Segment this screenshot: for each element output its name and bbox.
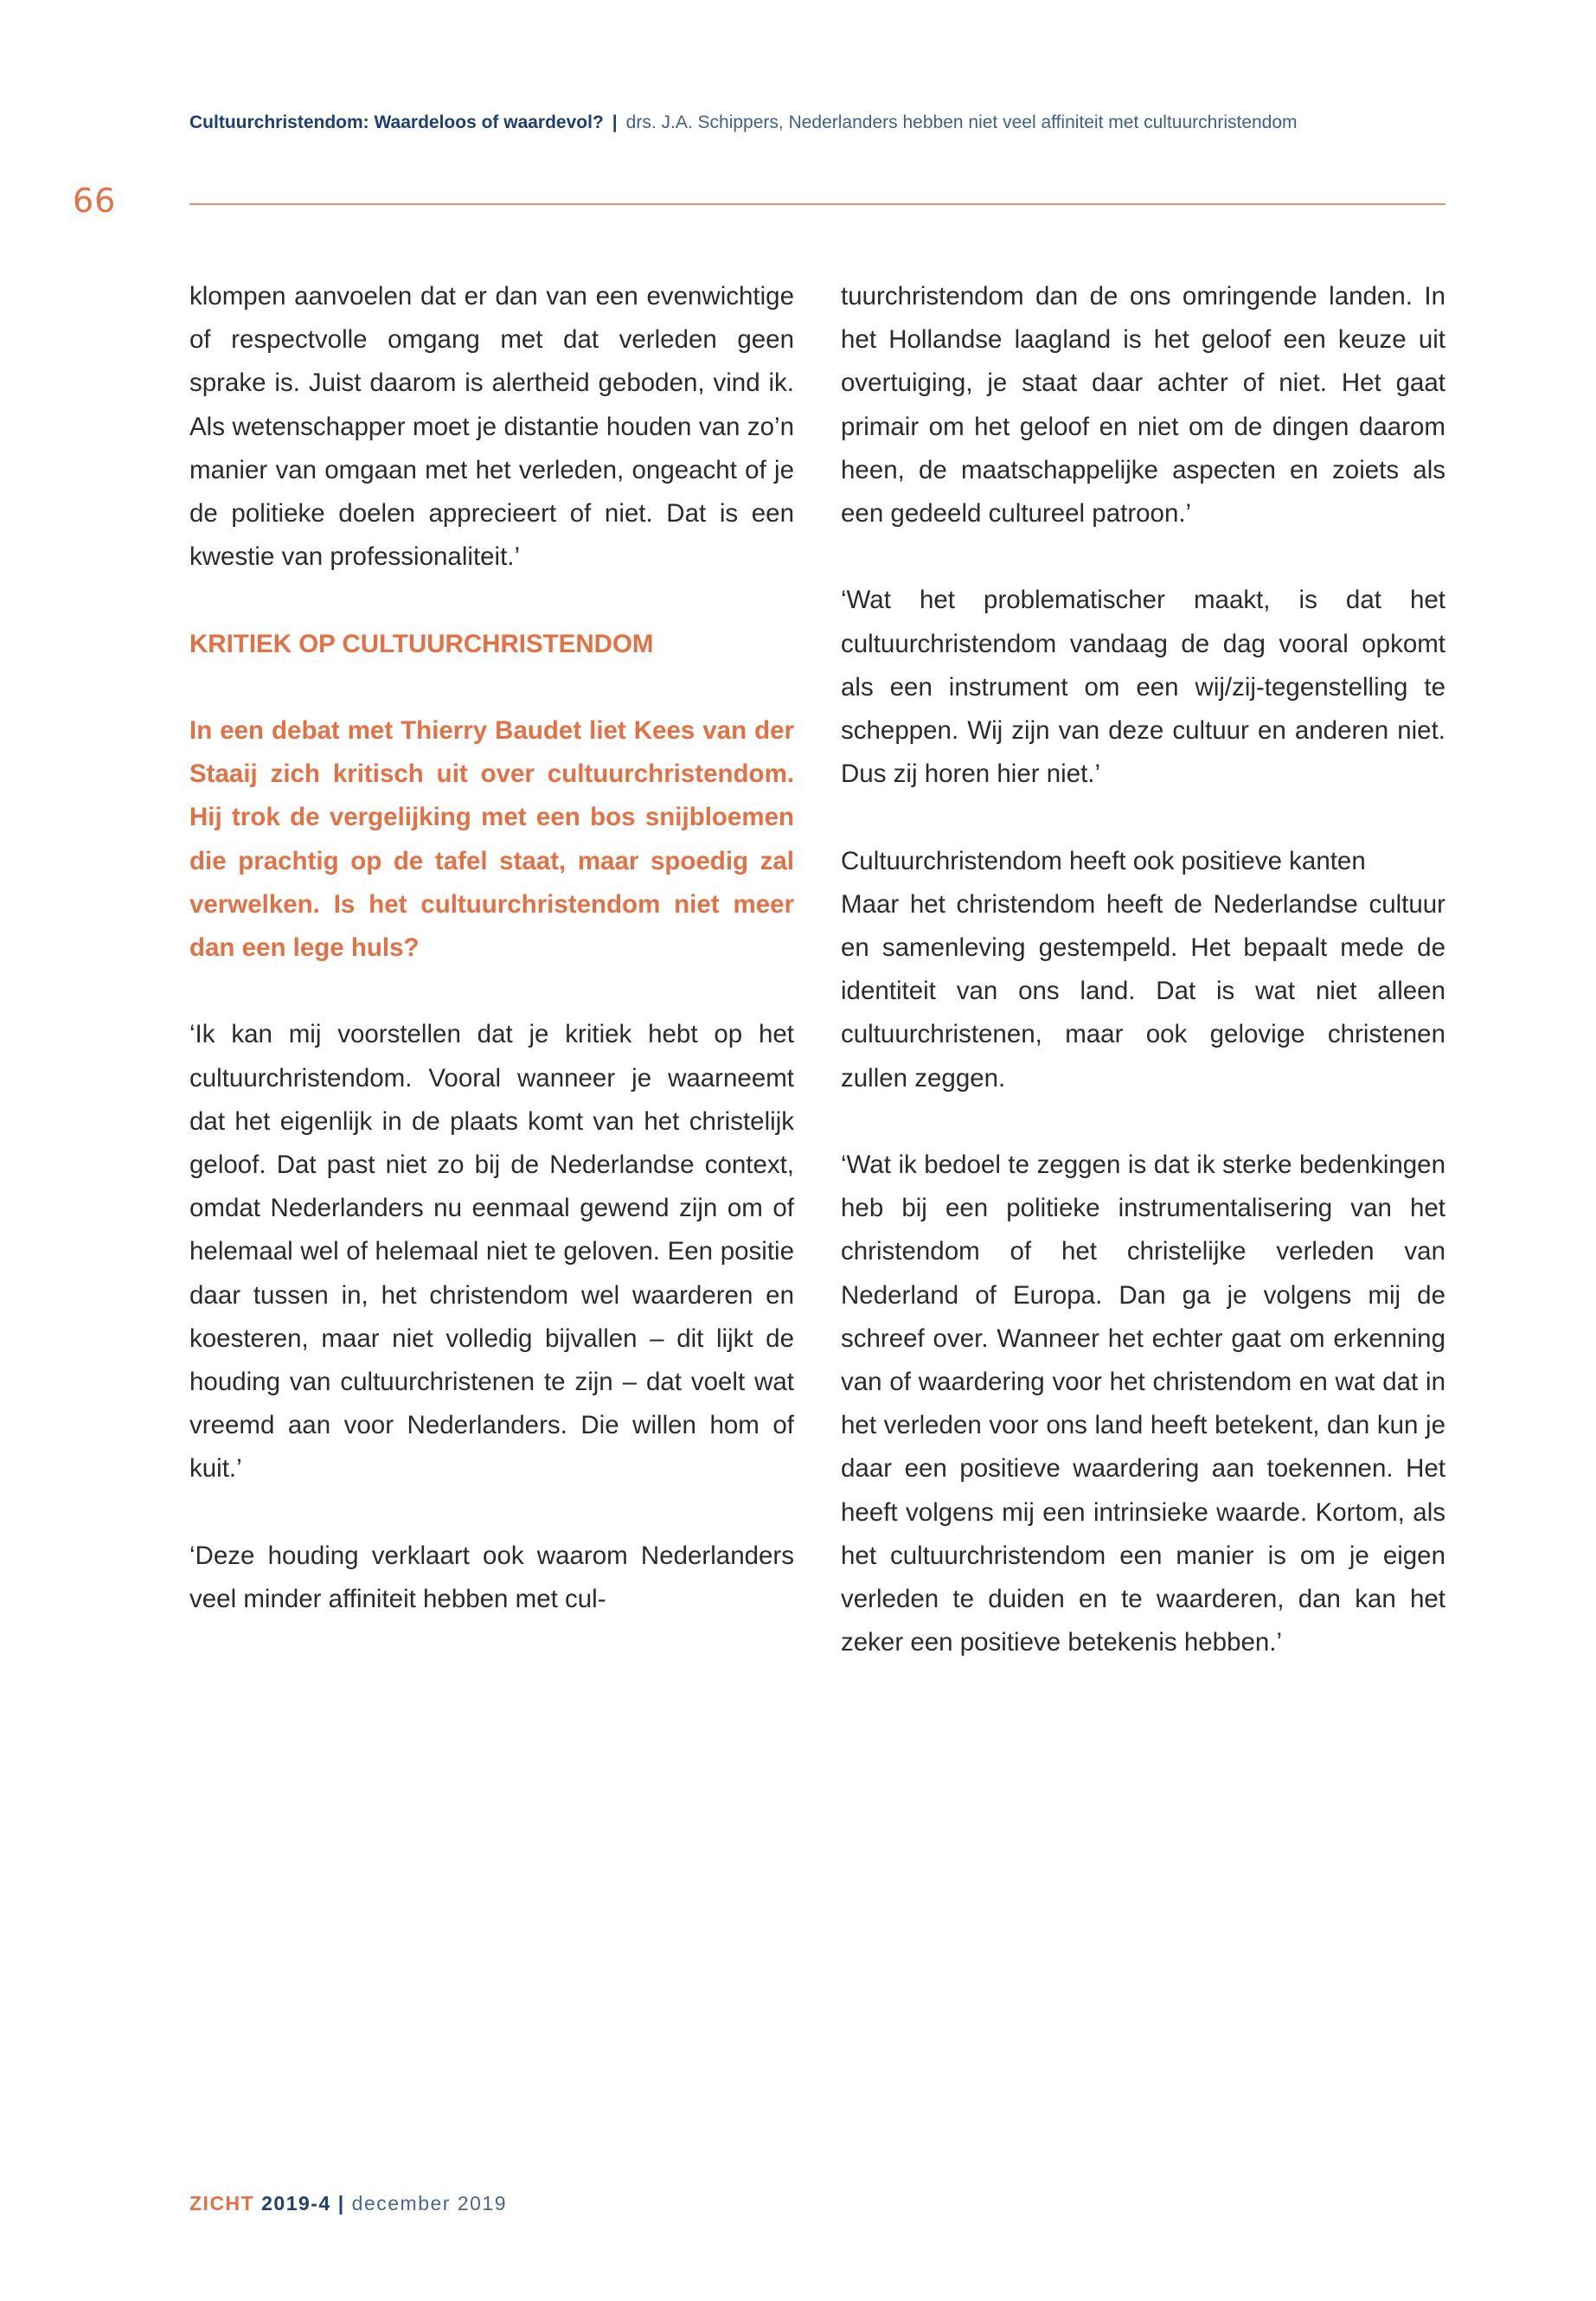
- left-column: [189, 275, 794, 1621]
- running-header: [189, 112, 1444, 133]
- interview-question: In een debat met Thierry Baudet liet Kees van der Staaij zich kritisch uit over cultuurchristendom. Hij trok de vergelijking met een bos snijbloemen die prachtig op de tafel staat, maar spoedig zal verwelken. Is het cultuurchristendom niet meer dan een lege huls?: [189, 716, 794, 963]
- right-paragraph-3-body: Maar het christendom heeft de Nederlandse cultuur en samenleving gestempeld. Het bepaalt mede de identiteit van ons land. Dat is wat niet alleen cultuurchristenen, maar ook gelovige christenen zullen zeggen.: [841, 889, 1445, 1093]
- header-rule: [189, 203, 1445, 205]
- right-paragraph-4: ‘Wat ik bedoel te zeggen is dat ik sterke bedenkingen heb bij een politieke instrumentalisering van het christendom of het christelijke verleden van Nederland of Europa. Dan ga je volgens mij de schreef over. Wanneer het echter gaat om erkenning van of waardering voor het christendom en wat dat in het verleden voor ons land heeft betekent, dan kun je daar een positieve waardering aan toekennen. Het heeft volgens mij een intrinsieke waarde. Kortom, als het cultuurchristendom een manier is om je eigen verleden te duiden en te waarderen, dan kan het zeker een positieve betekenis hebben.’: [841, 1150, 1445, 1657]
- footer: [189, 2192, 507, 2215]
- footer-issue: 2019-4: [261, 2192, 331, 2214]
- left-paragraph-2: ‘Ik kan mij voorstellen dat je kritiek hebt op het cultuurchristendom. Vooral wanneer je waarneemt dat het eigenlijk in de plaats komt van het christelijk geloof. Dat past niet zo bij de Nederlandse context, omdat Nederlanders nu eenmaal gewend zijn om of helemaal wel of helemaal niet te geloven. Een positie daar tussen in, het christendom wel waarderen en koesteren, maar niet volledig bijvallen – dit lijkt de houding van cultuurchristenen te zijn – dat voelt wat vreemd aan voor Nederlanders. Die willen hom of kuit.’: [189, 1020, 794, 1484]
- right-paragraph-1: tuurchristendom dan de ons omringende landen. In het Hollandse laagland is het geloof een keuze uit overtuiging, je staat daar achter of niet. Het gaat primair om het geloof en niet om de dingen daarom heen, de maatschappelijke aspecten en zoiets als een gedeeld cultureel patroon.’: [841, 282, 1445, 529]
- left-paragraph-3: ‘Deze houding verklaart ook waarom Nederlanders veel minder affiniteit hebben met cul-: [189, 1541, 794, 1614]
- left-paragraph-1: klompen aanvoelen dat er dan van een evenwichtige of respectvolle omgang met dat verleden geen sprake is. Juist daarom is alertheid geboden, vind ik. Als wetenschapper moet je distantie houden van zo’n manier van omgaan met het verleden, ongeacht of je de politieke doelen apprecieert of niet. Dat is een kwestie van professionaliteit.’: [189, 282, 794, 572]
- section-heading: KRITIEK OP CULTUURCHRISTENDOM: [189, 629, 654, 658]
- header-subtitle: drs. J.A. Schippers, Nederlanders hebben niet veel affiniteit met cultuurchristendom: [625, 112, 1298, 132]
- right-paragraph-2: ‘Wat het problematischer maakt, is dat het cultuurchristendom vandaag de dag vooral opkomt als een instrument om een wij/zij-tegenstelling te scheppen. Wij zijn van deze cultuur en anderen niet. Dus zij horen hier niet.’: [841, 586, 1445, 789]
- footer-date: december 2019: [351, 2192, 508, 2214]
- header-separator: |: [612, 112, 618, 132]
- right-paragraph-3: [841, 840, 1445, 1100]
- header-title: Cultuurchristendom: Waardeloos of waardevol?: [189, 112, 604, 132]
- right-column: [841, 275, 1445, 1664]
- footer-separator: |: [337, 2192, 345, 2214]
- footer-brand: ZICHT: [189, 2192, 255, 2214]
- page-number: 66: [73, 182, 117, 220]
- subheading-line: Cultuurchristendom heeft ook positieve kanten: [841, 846, 1366, 875]
